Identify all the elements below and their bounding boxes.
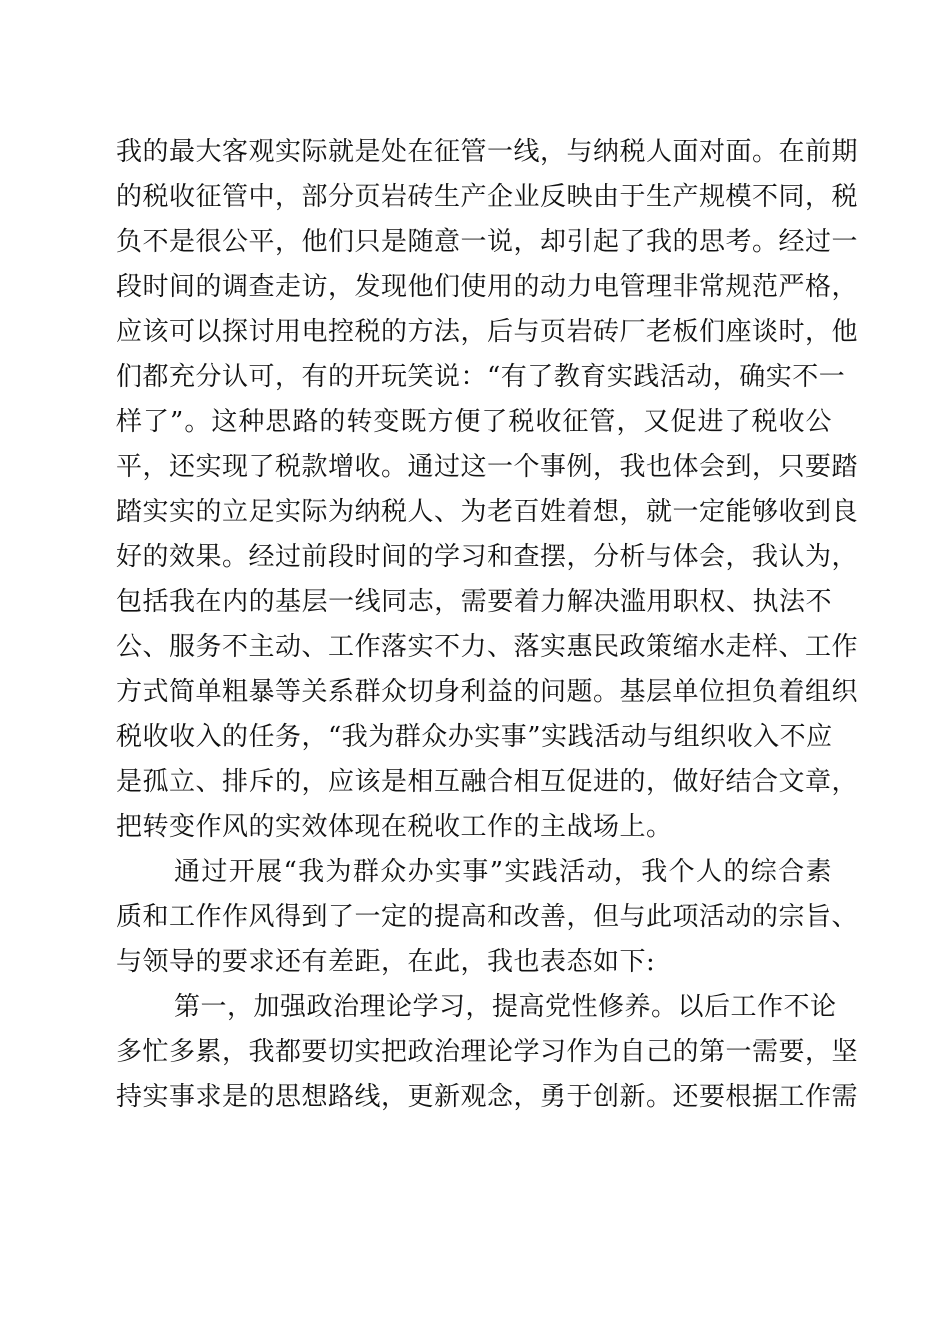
text-line: 好的效果。经过前段时间的学习和查摆，分析与体会，我认为， [116, 542, 859, 572]
text-line: 的税收征管中，部分页岩砖生产企业反映由于生产规模不同，税 [116, 182, 859, 212]
paragraph-3 [116, 985, 859, 1120]
text-line: 税收收入的任务，“我为群众办实事”实践活动与组织收入不应 [116, 722, 833, 752]
paragraph-1 [116, 130, 859, 850]
text-line: 样了”。这种思路的转变既方便了税收征管，又促进了税收公 [116, 407, 832, 437]
text-line: 多忙多累，我都要切实把政治理论学习作为自己的第一需要，坚 [116, 1037, 859, 1067]
text-line: 把转变作风的实效体现在税收工作的主战场上。 [116, 812, 673, 842]
text-line: 质和工作作风得到了一定的提高和改善，但与此项活动的宗旨、 [116, 902, 859, 932]
text-line: 公、服务不主动、工作落实不力、落实惠民政策缩水走样、工作 [116, 632, 859, 662]
text-line: 与领导的要求还有差距，在此，我也表态如下: [116, 947, 656, 977]
document-body [116, 130, 859, 1120]
text-line: 包括我在内的基层一线同志，需要着力解决滥用职权、执法不 [116, 587, 832, 617]
text-line: 负不是很公平，他们只是随意一说，却引起了我的思考。经过一 [116, 227, 859, 257]
text-line: 第一，加强政治理论学习，提高党性修养。以后工作不论 [174, 992, 837, 1022]
text-line: 踏实实的立足实际为纳税人、为老百姓着想，就一定能够收到良 [116, 497, 859, 527]
text-line: 平，还实现了税款增收。通过这一个事例，我也体会到，只要踏 [116, 452, 859, 482]
text-line: 通过开展“我为群众办实事”实践活动，我个人的综合素 [174, 857, 832, 887]
text-line: 们都充分认可，有的开玩笑说：“有了教育实践活动，确实不一 [116, 362, 846, 392]
text-line: 段时间的调查走访，发现他们使用的动力电管理非常规范严格， [116, 272, 859, 302]
text-line: 方式简单粗暴等关系群众切身利益的问题。基层单位担负着组织 [116, 677, 859, 707]
text-line: 持实事求是的思想路线，更新观念，勇于创新。还要根据工作需 [116, 1082, 859, 1112]
text-line: 应该可以探讨用电控税的方法，后与页岩砖厂老板们座谈时，他 [116, 317, 859, 347]
text-line: 我的最大客观实际就是处在征管一线，与纳税人面对面。在前期 [116, 137, 859, 167]
paragraph-2 [116, 850, 859, 985]
text-line: 是孤立、排斥的，应该是相互融合相互促进的，做好结合文章， [116, 767, 859, 797]
